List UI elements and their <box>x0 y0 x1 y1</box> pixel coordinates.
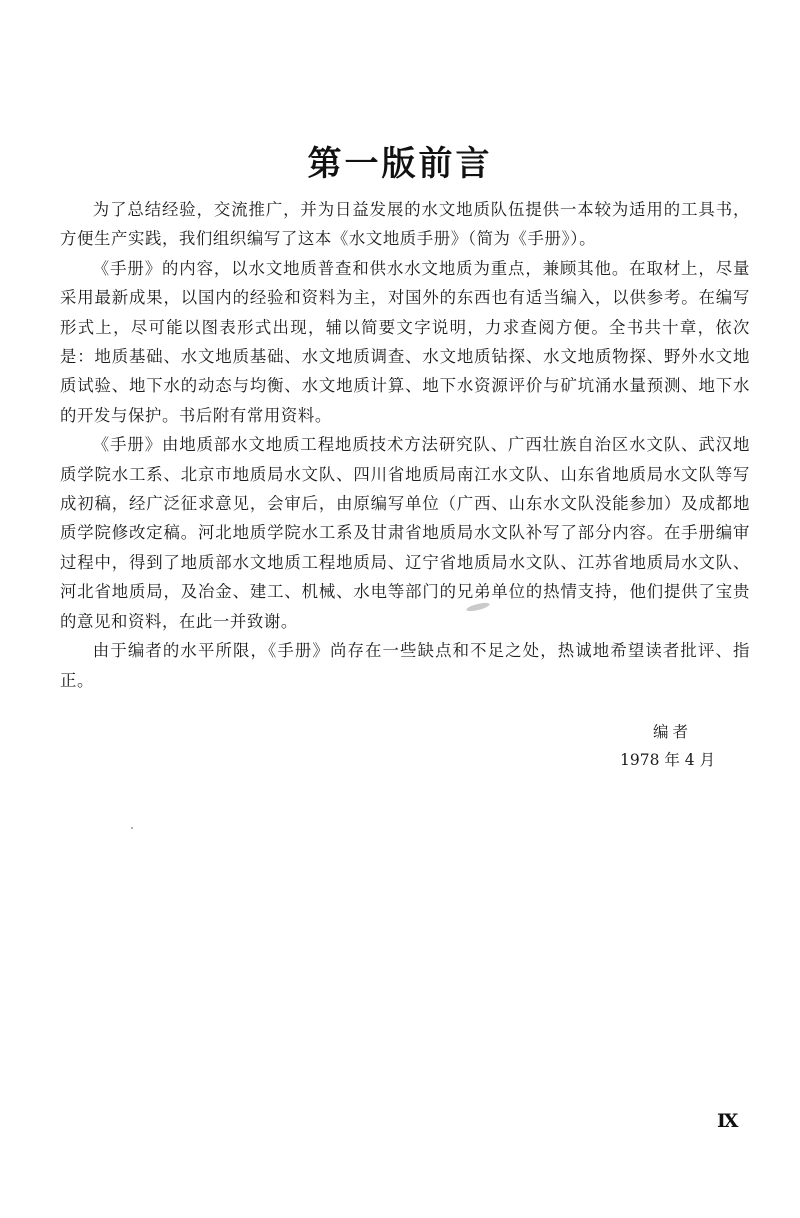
paragraph-2: 《手册》的内容，以水文地质普查和供水水文地质为重点，兼顾其他。在取材上，尽量采用最新成果，以国内的经验和资料为主，对国外的东西也有适当编入，以供参考。在编写形式上，尽可能以图表形式出现，辅以简要文字说明，力求查阅方便。全书共十章，依次是：地质基础、水文地质基础、水文地质调查、水文地质钻探、水文地质物探、野外水文地质试验、地下水的动态与均衡、水文地质计算、地下水资源评价与矿坑涌水量预测、地下水的开发与保护。书后附有常用资料。 <box>60 258 750 425</box>
signature-date: 1978 年 4 月 <box>620 751 716 769</box>
preface-body <box>60 195 750 695</box>
paragraph-3: 《手册》由地质部水文地质工程地质技术方法研究队、广西壮族自治区水文队、武汉地质学院水工系、北京市地质局水文队、四川省地质局南江水文队、山东省地质局水文队等写成初稿，经广泛征求意见，会审后，由原编写单位（广西、山东水文队没能参加）及成都地质学院修改定稿。河北地质学院水工系及甘肃省地质局水文队补写了部分内容。在手册编审过程中，得到了地质部水文地质工程地质局、辽宁省地质局水文队、江苏省地质局水文队、河北省地质局，及冶金、建工、机械、水电等部门的兄弟单位的热情支持，他们提供了宝贵的意见和资料，在此一并致谢。 <box>60 435 750 631</box>
paragraph-4: 由于编者的水平所限，《手册》尚存在一些缺点和不足之处，热诚地希望读者批评、指正。 <box>60 641 750 690</box>
page-number: Ⅸ <box>717 1111 739 1132</box>
paragraph-1: 为了总结经验，交流推广，并为日益发展的水文地质队伍提供一本较为适用的工具书，方便生产实践，我们组织编写了这本《水文地质手册》（简为《手册》）。 <box>60 200 750 249</box>
scan-speck <box>131 827 133 829</box>
signature-block <box>560 718 720 774</box>
page-title: 第一版前言 <box>307 143 493 184</box>
signature-author: 编者 <box>653 723 693 741</box>
